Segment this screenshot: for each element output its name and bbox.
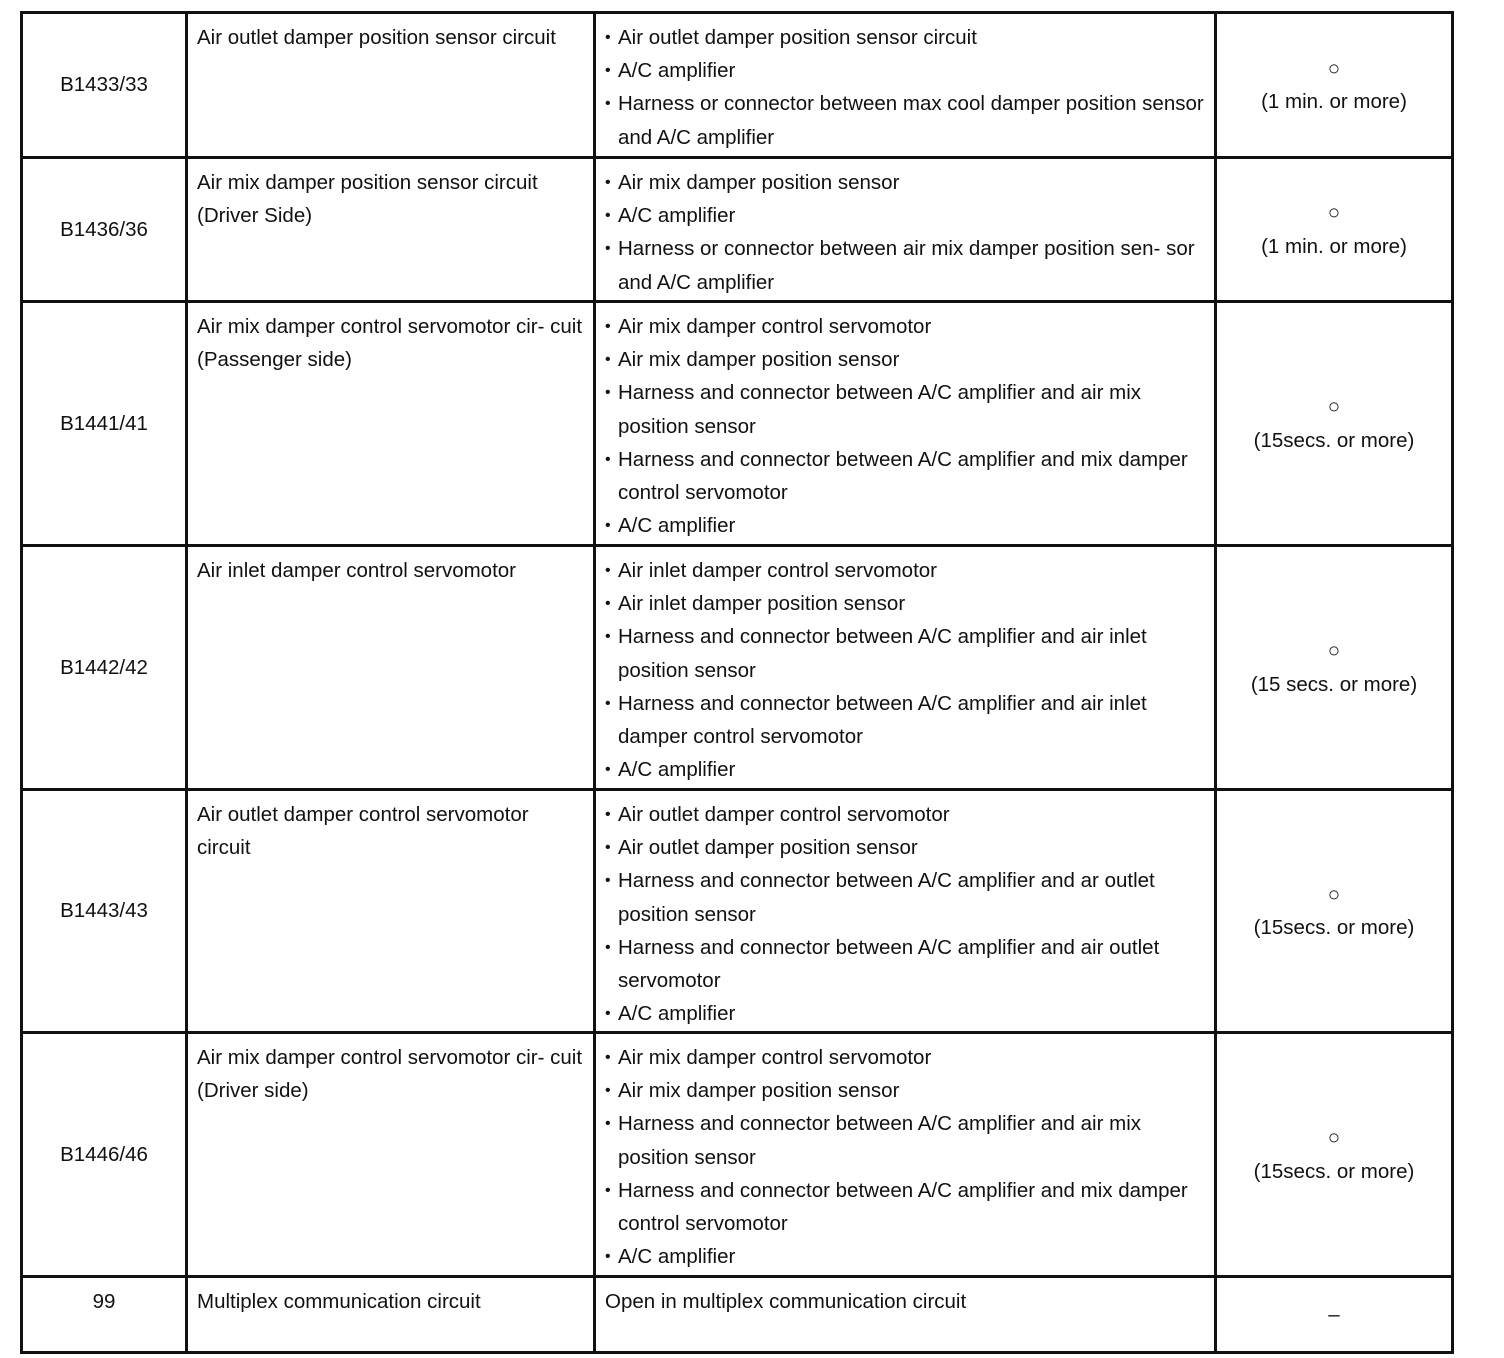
trouble-area-item: • A/C amplifier: [605, 54, 1208, 87]
detection-item: Air outlet damper position sensor circuit: [187, 13, 595, 158]
trouble-area-item: • Harness and connector between A/C amplifier and air inlet position sensor: [605, 620, 1208, 686]
trouble-area: [595, 158, 1216, 302]
memory-note: (15 secs. or more): [1250, 672, 1418, 696]
memory-cell: [1216, 1033, 1453, 1277]
memory-mark: ○: [1327, 1126, 1341, 1150]
memory-cell: [1216, 302, 1453, 546]
trouble-area-item: • Harness and connector between A/C amplifier and ar outlet position sensor: [605, 864, 1208, 930]
detection-item: Multiplex communication circuit: [187, 1277, 595, 1353]
memory-cell: [1216, 158, 1453, 302]
trouble-area: [595, 13, 1216, 158]
trouble-area-item: • Harness and connector between A/C amplifier and mix damper control servomotor: [605, 1174, 1208, 1240]
dtc-table: [20, 11, 1454, 1354]
memory-mark: ○: [1327, 395, 1341, 419]
memory-note: (1 min. or more): [1261, 90, 1407, 113]
trouble-area-item: • A/C amplifier: [605, 509, 1208, 542]
trouble-area-item: • Air outlet damper control servomotor: [605, 798, 1208, 831]
memory-note: (15secs. or more): [1253, 428, 1415, 452]
trouble-area-item: • Air mix damper control servomotor: [605, 310, 1208, 343]
table-row: [22, 1033, 1453, 1277]
dtc-code: B1446/46: [22, 1033, 187, 1277]
trouble-area-item: • Harness or connector between max cool damper position sensor and A/C amplifier: [605, 87, 1208, 153]
memory-cell: [1216, 1277, 1453, 1353]
dtc-code: B1442/42: [22, 546, 187, 790]
memory-mark: –: [1328, 1302, 1340, 1326]
dtc-code: B1433/33: [22, 13, 187, 158]
trouble-area-item: • Harness and connector between A/C amplifier and air mix position sensor: [605, 376, 1208, 442]
detection-item: Air mix damper position sensor circuit (Driver Side): [187, 158, 595, 302]
table-row: [22, 302, 1453, 546]
dtc-code: B1443/43: [22, 790, 187, 1033]
trouble-area: [595, 1033, 1216, 1277]
trouble-area-item: • Air inlet damper control servomotor: [605, 554, 1208, 587]
trouble-area-item: • A/C amplifier: [605, 1240, 1208, 1273]
trouble-area-item: • Air mix damper control servomotor: [605, 1041, 1208, 1074]
trouble-area: Open in multiplex communication circuit: [595, 1277, 1216, 1353]
trouble-area: [595, 790, 1216, 1033]
table-row: [22, 546, 1453, 790]
memory-cell: [1216, 790, 1453, 1033]
detection-item: Air inlet damper control servomotor: [187, 546, 595, 790]
memory-note: (15secs. or more): [1253, 916, 1415, 939]
detection-item: Air mix damper control servomotor cir- cuit (Passenger side): [187, 302, 595, 546]
trouble-area-item: • Harness and connector between A/C amplifier and air outlet servomotor: [605, 931, 1208, 997]
trouble-area-item: • Harness or connector between air mix damper position sen- sor and A/C amplifier: [605, 232, 1208, 298]
trouble-area-item: • A/C amplifier: [605, 753, 1208, 786]
trouble-area-item: • Harness and connector between A/C amplifier and air mix position sensor: [605, 1107, 1208, 1173]
table-row: [22, 13, 1453, 158]
trouble-area-item: • Harness and connector between A/C amplifier and air inlet damper control servomotor: [605, 687, 1208, 753]
memory-cell: [1216, 546, 1453, 790]
memory-note: (1 min. or more): [1261, 234, 1407, 258]
trouble-area-item: • Air outlet damper position sensor: [605, 831, 1208, 864]
memory-mark: ○: [1327, 201, 1341, 225]
dtc-code: 99: [22, 1277, 187, 1353]
dtc-code: B1441/41: [22, 302, 187, 546]
memory-mark: ○: [1327, 882, 1341, 906]
memory-mark: ○: [1327, 56, 1341, 80]
table-row: [22, 158, 1453, 302]
memory-mark: ○: [1327, 639, 1341, 663]
trouble-area-item: • Air mix damper position sensor: [605, 343, 1208, 376]
trouble-area: [595, 546, 1216, 790]
detection-item: Air mix damper control servomotor cir- cuit (Driver side): [187, 1033, 595, 1277]
memory-note: (15secs. or more): [1253, 1159, 1415, 1183]
trouble-area-item: • A/C amplifier: [605, 199, 1208, 232]
memory-cell: [1216, 13, 1453, 158]
trouble-area-item: • Air mix damper position sensor: [605, 166, 1208, 199]
trouble-area-item: • Air mix damper position sensor: [605, 1074, 1208, 1107]
trouble-area-item: • Air outlet damper position sensor circuit: [605, 21, 1208, 54]
table-row: [22, 1277, 1453, 1353]
trouble-area-item: • Air inlet damper position sensor: [605, 587, 1208, 620]
trouble-area-item: • Harness and connector between A/C amplifier and mix damper control servomotor: [605, 443, 1208, 509]
trouble-area: [595, 302, 1216, 546]
table-row: [22, 790, 1453, 1033]
trouble-area-item: • A/C amplifier: [605, 997, 1208, 1030]
dtc-code: B1436/36: [22, 158, 187, 302]
detection-item: Air outlet damper control servomotor circuit: [187, 790, 595, 1033]
